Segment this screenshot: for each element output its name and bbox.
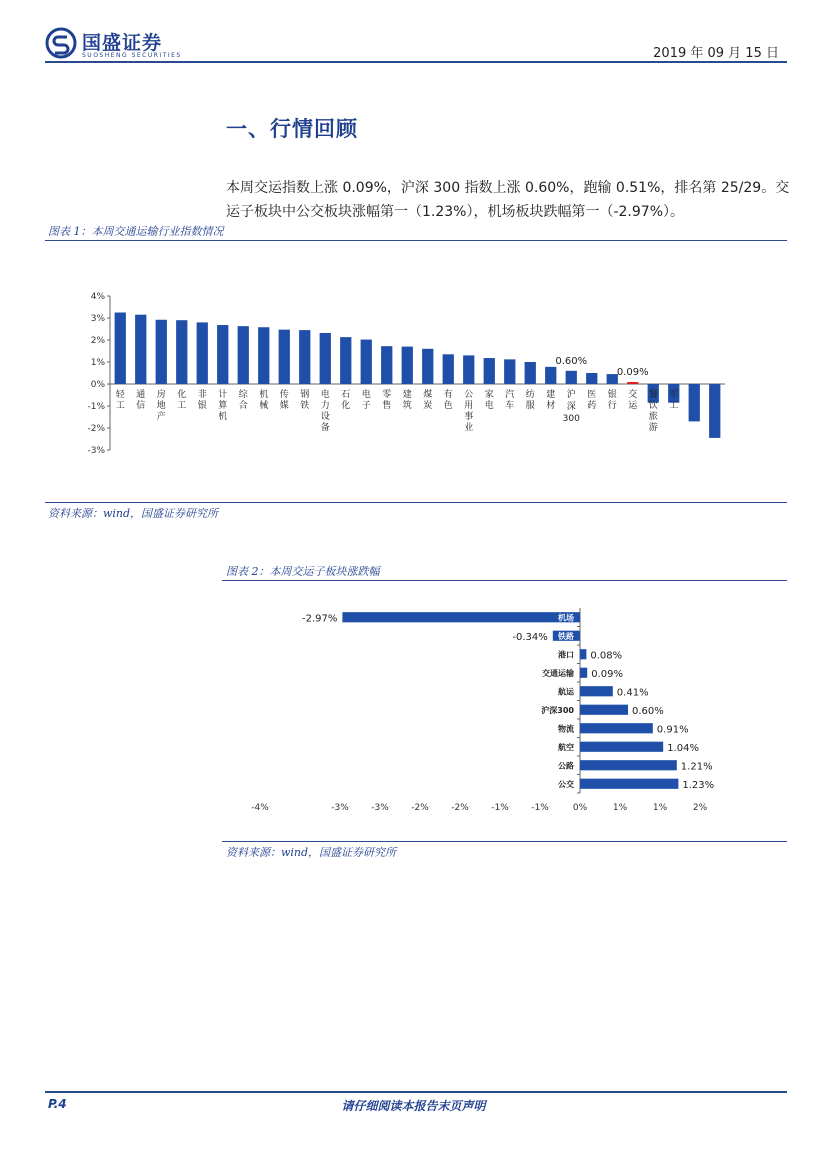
x-tick-label: -1% — [491, 803, 509, 813]
paragraph-line: 本周交运指数上涨 0.09%，沪深 300 指数上涨 0.60%，跑输 0.51%，排名第 25/29。交 — [226, 180, 790, 196]
category-label: 港口 — [558, 650, 574, 660]
category-label: 纺服 — [525, 390, 535, 411]
report-date: 2019 年 09 月 15 日 — [653, 46, 779, 61]
bar-公用事业 — [463, 355, 474, 384]
bar-公交 — [580, 779, 678, 789]
bar-建筑 — [402, 347, 413, 384]
figure1-top-rule — [45, 240, 787, 241]
data-label: 0.08% — [590, 650, 623, 662]
bar-公路 — [580, 760, 677, 770]
category-label: 电子 — [361, 390, 371, 411]
y-tick-label: 0% — [90, 380, 105, 390]
x-tick-label: -4% — [251, 803, 269, 813]
category-label: 有色 — [443, 390, 453, 411]
category-label: 家电 — [484, 390, 494, 411]
bar-传媒 — [279, 330, 290, 384]
x-tick-label: -2% — [411, 803, 429, 813]
category-label: 铁路 — [558, 631, 574, 641]
category-label: 军工 — [669, 390, 679, 411]
bar-轻工 — [115, 313, 126, 385]
category-label: 钢铁 — [300, 390, 310, 411]
bar-机场 — [342, 612, 580, 622]
category-label: 300 — [562, 414, 580, 424]
y-tick-label: 1% — [90, 358, 105, 368]
bar-农业 — [689, 384, 700, 421]
figure2-top-rule — [222, 580, 787, 581]
bar-沪深300 — [566, 371, 577, 384]
category-label: 公路 — [558, 761, 574, 771]
data-label: 0.09% — [616, 367, 649, 379]
sub-sector-change-bar-chart — [222, 598, 787, 823]
y-tick-label: -2% — [87, 424, 105, 434]
bar-港口 — [580, 649, 586, 659]
company-logo-icon — [45, 27, 77, 59]
category-label: 公交 — [558, 779, 574, 789]
category-label: 化工 — [177, 390, 187, 411]
header-divider — [45, 61, 787, 63]
category-label: 轻工 — [115, 390, 125, 411]
bar-汽车 — [504, 359, 515, 384]
data-label: 0.41% — [616, 687, 649, 699]
y-tick-label: -3% — [87, 446, 105, 456]
category-label: 非银 — [197, 390, 207, 411]
industry-index-bar-chart — [45, 280, 787, 470]
bar-纺服 — [525, 362, 536, 384]
figure2-source: 资料来源：wind，国盛证券研究所 — [226, 846, 397, 859]
category-label: 深 — [566, 402, 576, 412]
category-label: 电力设备 — [320, 390, 330, 433]
figure2-caption: 图表 2：本周交运子板块涨跌幅 — [226, 565, 380, 578]
section-paragraph — [226, 176, 796, 224]
bar-非银 — [197, 322, 208, 384]
figure1-caption: 图表 1：本周交通运输行业指数情况 — [48, 225, 224, 238]
footer-disclaimer: 请仔细阅读本报告末页声明 — [341, 1099, 486, 1113]
x-tick-label: 2% — [692, 803, 708, 813]
bar-沪深300 — [580, 705, 628, 715]
category-label: 餐饮旅游 — [648, 390, 658, 433]
category-label: 机械 — [259, 390, 269, 411]
y-tick-label: 2% — [90, 336, 105, 346]
x-tick-label: -3% — [331, 803, 349, 813]
data-label: 0.60% — [555, 355, 588, 367]
data-label: 1.23% — [682, 779, 715, 791]
category-label: 交通运输 — [542, 668, 574, 678]
bar-国防 — [709, 384, 720, 438]
bar-石化 — [340, 337, 351, 384]
bar-航运 — [580, 686, 613, 696]
bar-交运 — [627, 382, 638, 384]
category-label: 物流 — [558, 724, 574, 734]
figure2-bottom-rule — [222, 841, 787, 842]
paragraph-line: 运子板块中公交板块涨幅第一（1.23%），机场板块跌幅第一（-2.97%）。 — [226, 204, 684, 220]
category-label: 沪深300 — [541, 705, 574, 715]
category-label: 航运 — [558, 687, 574, 697]
category-label: 计算机 — [218, 390, 228, 422]
bar-零售 — [381, 346, 392, 384]
category-label: 交运 — [628, 390, 638, 411]
bar-家电 — [484, 358, 495, 384]
category-label: 零售 — [382, 390, 392, 411]
data-label: 1.04% — [667, 742, 699, 754]
data-label: -0.34% — [512, 631, 548, 643]
bar-建材 — [545, 367, 556, 384]
bar-电力设备 — [320, 333, 331, 384]
data-label: -2.97% — [302, 613, 338, 625]
category-label: 石化 — [341, 390, 351, 411]
bar-通信 — [135, 315, 146, 384]
category-label: 传媒 — [279, 390, 289, 411]
footer-divider — [45, 1091, 787, 1093]
category-label: 煤炭 — [423, 390, 433, 411]
figure1-bottom-rule — [45, 502, 787, 503]
category-label: 汽车 — [505, 390, 515, 411]
bar-机械 — [258, 327, 269, 384]
category-label: 公用事业 — [464, 390, 474, 433]
bar-综合 — [238, 326, 249, 384]
bar-物流 — [580, 723, 653, 733]
category-label: 机场 — [558, 613, 574, 623]
bar-房地产 — [156, 320, 167, 384]
x-tick-label: 0% — [572, 803, 588, 813]
category-label: 建材 — [546, 390, 556, 411]
bar-钢铁 — [299, 330, 310, 384]
figure1-source: 资料来源：wind，国盛证券研究所 — [48, 507, 219, 520]
y-tick-label: 3% — [90, 314, 105, 324]
section-title: 一、行情回顾 — [226, 117, 358, 141]
data-label: 1.21% — [680, 761, 713, 773]
bar-煤炭 — [422, 349, 433, 384]
page-number: P.4 — [48, 1097, 67, 1111]
x-tick-label: -1% — [531, 803, 549, 813]
x-tick-label: -2% — [451, 803, 469, 813]
bar-电子 — [361, 340, 372, 384]
bar-有色 — [443, 354, 454, 384]
x-tick-label: 1% — [652, 803, 668, 813]
category-label: 综合 — [238, 390, 248, 411]
bar-计算机 — [217, 325, 228, 384]
x-tick-label: 1% — [612, 803, 628, 813]
category-label: 通信 — [136, 390, 146, 411]
data-label: 0.91% — [656, 724, 689, 736]
y-tick-label: 4% — [90, 292, 105, 302]
category-label: 房地产 — [156, 390, 166, 422]
x-tick-label: -3% — [371, 803, 389, 813]
category-label: 沪 — [566, 390, 576, 400]
data-label: 0.60% — [632, 705, 664, 717]
bar-交通运输 — [580, 668, 587, 678]
bar-航空 — [580, 742, 663, 752]
company-logo-text: 国盛证券 — [82, 32, 163, 54]
company-logo-subtext: SUOSHENG SECURITIES — [82, 52, 182, 59]
category-label: 航空 — [558, 742, 574, 752]
y-tick-label: -1% — [87, 402, 105, 412]
bar-医药 — [586, 373, 597, 384]
bar-化工 — [176, 320, 187, 384]
category-label: 银行 — [607, 390, 617, 411]
category-label: 医药 — [587, 390, 597, 411]
category-label: 建筑 — [402, 390, 412, 411]
data-label: 0.09% — [591, 668, 623, 680]
